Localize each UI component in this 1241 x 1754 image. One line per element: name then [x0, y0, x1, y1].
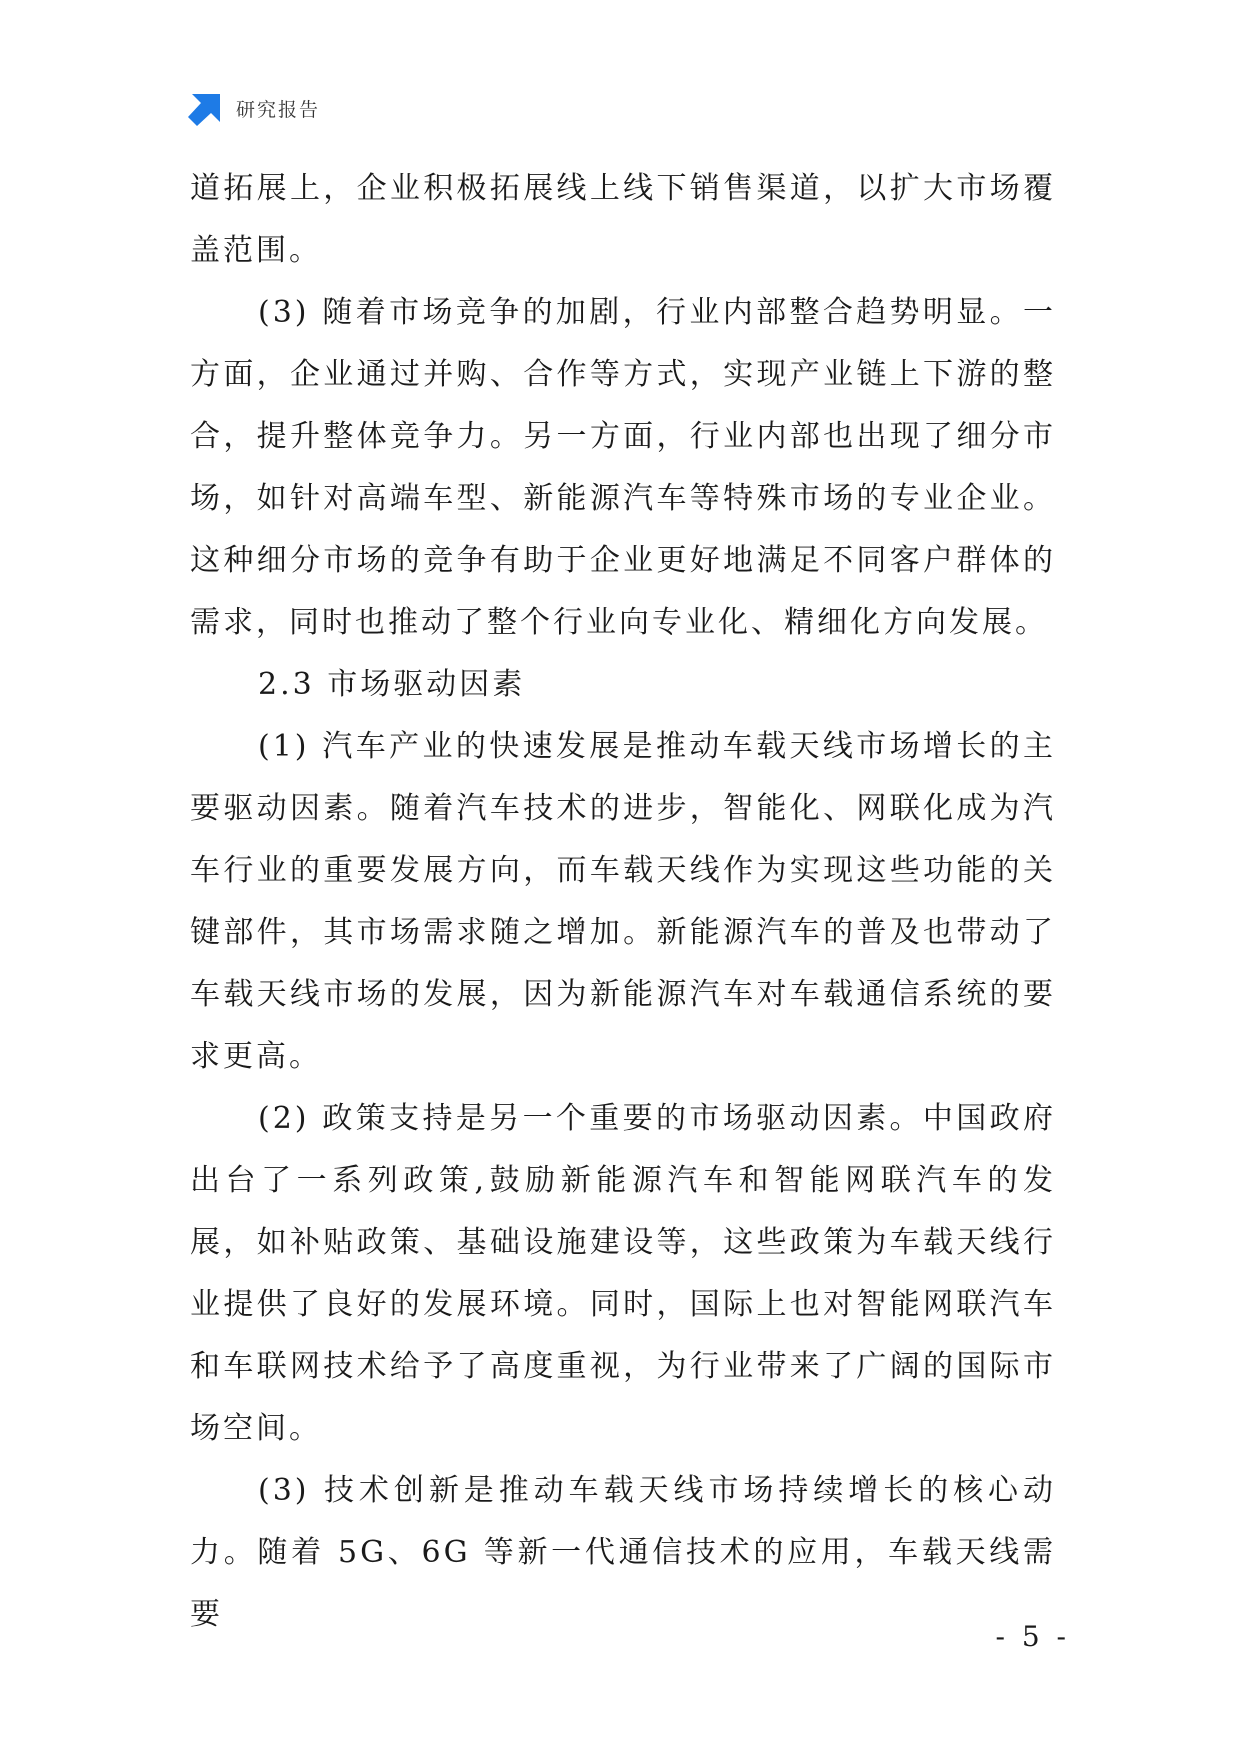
arrow-up-right-icon — [188, 90, 224, 126]
report-title: 研究报告 — [236, 98, 321, 121]
section-heading: 2.3 市场驱动因素 — [258, 667, 526, 702]
report-body — [190, 158, 1056, 1646]
report-header — [188, 88, 320, 128]
paragraph-item-3-integration: (3) 随着市场竞争的加剧，行业内部整合趋势明显。一方面，企业通过并购、合作等方式，实现产业链上下游的整合，提升整体竞争力。另一方面，行业内部也出现了细分市场，如针对高端车型、新能源汽车等特殊市场的专业企业。这种细分市场的竞争有助于企业更好地满足不同客户群体的需求，同时也推动了整个行业向专业化、精细化方向发展。 — [190, 295, 1056, 640]
paragraph-driver-2: (2) 政策支持是另一个重要的市场驱动因素。中国政府出台了一系列政策,鼓励新能源汽车和智能网联汽车的发展，如补贴政策、基础设施建设等，这些政策为车载天线行业提供了良好的发展环境。同时，国际上也对智能网联汽车和车联网技术给予了高度重视，为行业带来了广阔的国际市场空间。 — [190, 1101, 1056, 1446]
paragraph-driver-1: (1) 汽车产业的快速发展是推动车载天线市场增长的主要驱动因素。随着汽车技术的进步，智能化、网联化成为汽车行业的重要发展方向，而车载天线作为实现这些功能的关键部件，其市场需求随之增加。新能源汽车的普及也带动了车载天线市场的发展，因为新能源汽车对车载通信系统的要求更高。 — [190, 729, 1056, 1074]
page-number: - 5 - — [995, 1620, 1070, 1653]
paragraph-driver-3: (3) 技术创新是推动车载天线市场持续增长的核心动力。随着 5G、6G 等新一代通信技术的应用，车载天线需要 — [190, 1473, 1056, 1632]
paragraph-continuation: 道拓展上，企业积极拓展线上线下销售渠道，以扩大市场覆盖范围。 — [190, 171, 1056, 268]
